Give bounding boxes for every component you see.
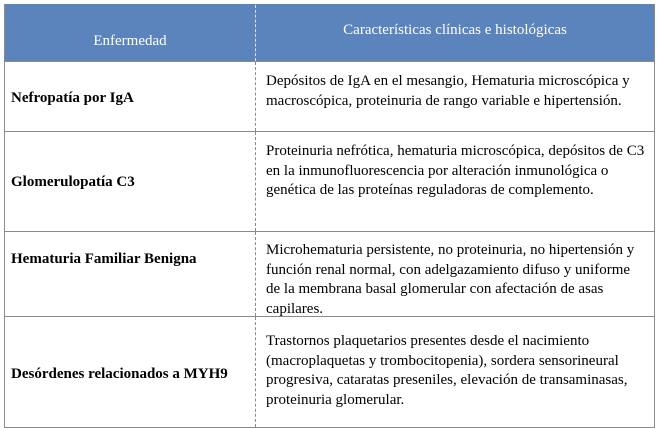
description-cell — [256, 317, 654, 427]
disease-name: Desórdenes relacionados a MYH9 — [11, 365, 228, 382]
table-row — [5, 316, 654, 427]
description-cell — [256, 62, 654, 131]
header-characteristics: Características clínicas e histológicas — [343, 22, 567, 38]
description-cell — [256, 232, 654, 316]
disease-description: Depósitos de IgA en el mesangio, Hematuria microscópica y macroscópica, proteinuria de rango variable e hipertensión. — [266, 73, 630, 109]
table-row — [5, 131, 654, 231]
description-cell — [256, 132, 654, 231]
disease-cell — [5, 317, 256, 427]
disease-description: Proteinuria nefrótica, hematuria microscópica, depósitos de C3 en la inmunofluorescencia por alteración inmunológica o genética de las proteínas reguladoras de complemento. — [266, 143, 645, 198]
disease-name: Hematuria Familiar Benigna — [11, 251, 197, 267]
disease-table — [4, 4, 655, 428]
disease-description: Microhematuria persistente, no proteinuria, no hipertensión y función renal normal, con adelgazamiento difuso y uniforme de la membrana basal glomerular con afectación de asas capilares. — [266, 242, 635, 317]
disease-cell — [5, 62, 256, 131]
table-row — [5, 61, 654, 131]
table-header-row — [5, 4, 654, 61]
disease-name: Glomerulopatía C3 — [11, 174, 135, 190]
disease-cell — [5, 232, 256, 316]
header-disease: Enfermedad — [5, 5, 256, 61]
disease-description: Trastornos plaquetarios presentes desde el nacimiento (macroplaquetas y trombocitopenia), sordera sensorineural progresiva, cataratas preseniles, elevación de transaminasas, proteinuria glomerular. — [266, 333, 628, 408]
table-row — [5, 231, 654, 316]
disease-name: Nefropatía por IgA — [11, 90, 134, 106]
disease-cell — [5, 132, 256, 231]
